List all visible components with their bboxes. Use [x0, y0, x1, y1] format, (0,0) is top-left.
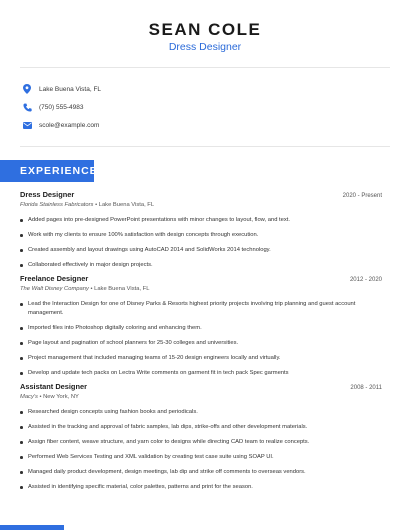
bullet-item: Lead the Interaction Design for one of Disney Parks & Resorts highest priority projects involving trip planning and guest account management.	[20, 300, 382, 318]
bullet-item: Researched design concepts using fashion books and periodicals.	[20, 408, 382, 417]
bullet-item: Assign fiber content, weave structure, and yarn color to designs while directing CAD team to realize concepts.	[20, 438, 382, 447]
phone-icon	[20, 103, 34, 112]
job-company: Macy's	[20, 394, 38, 400]
experience-section-header: EXPERIENCE	[0, 160, 94, 182]
job-title: Dress Designer	[20, 190, 75, 199]
bullet-item: Assisted in the tracking and approval of fabric samples, lab dips, strike-offs and other development materials.	[20, 423, 382, 432]
bullet-item: Assisted in identifying specific material, color palettes, patterns and print for the season.	[20, 483, 382, 492]
job-company-line: Macy's • New York, NY	[20, 394, 79, 400]
job-location: New York, NY	[43, 394, 79, 400]
header-divider	[20, 67, 390, 68]
job-company-line: The Walt Disney Company • Lake Buena Vista, FL	[20, 286, 150, 292]
bullet-item: Develop and update tech packs on Lectra Write comments on garment fit in tech pack Spec garments	[20, 369, 382, 378]
contact-location	[20, 82, 101, 96]
job-entry	[20, 274, 382, 384]
bullet-item: Work with my clients to ensure 100% satisfaction with design concepts through execution.	[20, 231, 382, 240]
bullet-item: Managed daily product development, design meetings, lab dip and strike off comments to overseas vendors.	[20, 468, 382, 477]
bullet-item: Project management that included managing teams of 15-20 design engineers locally and virtually.	[20, 354, 382, 363]
job-title-heading: Dress Designer	[168, 41, 242, 53]
next-section-tab	[0, 525, 64, 530]
job-dates: 2012 - 2020	[349, 277, 382, 283]
bullet-item: Created assembly and layout drawings using AutoCAD 2014 and SolidWorks 2014 technology.	[20, 246, 382, 255]
job-company: Florida Stainless Fabricators	[20, 202, 94, 208]
job-title: Freelance Designer	[20, 274, 89, 283]
phone-text: (750) 555-4983	[39, 103, 84, 111]
job-location: Lake Buena Vista, FL	[94, 286, 150, 292]
job-location: Lake Buena Vista, FL	[98, 202, 155, 208]
job-bullets	[20, 300, 382, 378]
job-bullets	[20, 216, 382, 270]
bullet-item: Collaborated effectively in major design projects.	[20, 261, 382, 270]
name-heading: SEAN COLE	[148, 20, 262, 39]
contact-email	[20, 118, 99, 132]
location-pin-icon	[20, 84, 34, 94]
bullet-item: Added pages into pre-designed PowerPoint presentations with minor changes to layout, flow, and text.	[20, 216, 382, 225]
job-title: Assistant Designer	[20, 382, 87, 391]
email-text: scole@example.com	[39, 121, 100, 129]
job-bullets	[20, 408, 382, 492]
job-entry	[20, 190, 382, 276]
bullet-item: Performed Web Services Testing and XML validation by creating test case suite using SOAP UI.	[20, 453, 382, 462]
location-text: Lake Buena Vista, FL	[39, 85, 102, 93]
job-dates: 2020 - Present	[342, 193, 382, 199]
bullet-item: Imported files into Photoshop digitally coloring and enhancing them.	[20, 324, 382, 333]
contact-divider	[20, 146, 390, 147]
job-entry	[20, 382, 382, 498]
envelope-icon	[20, 122, 34, 129]
job-dates: 2008 - 2011	[350, 385, 382, 391]
job-company-line: Florida Stainless Fabricators • Lake Buena Vista, FL	[20, 202, 155, 208]
bullet-item: Page layout and pagination of school planners for 25-30 colleges and universities.	[20, 339, 382, 348]
job-company: The Walt Disney Company	[20, 286, 89, 292]
contact-phone	[20, 100, 83, 114]
